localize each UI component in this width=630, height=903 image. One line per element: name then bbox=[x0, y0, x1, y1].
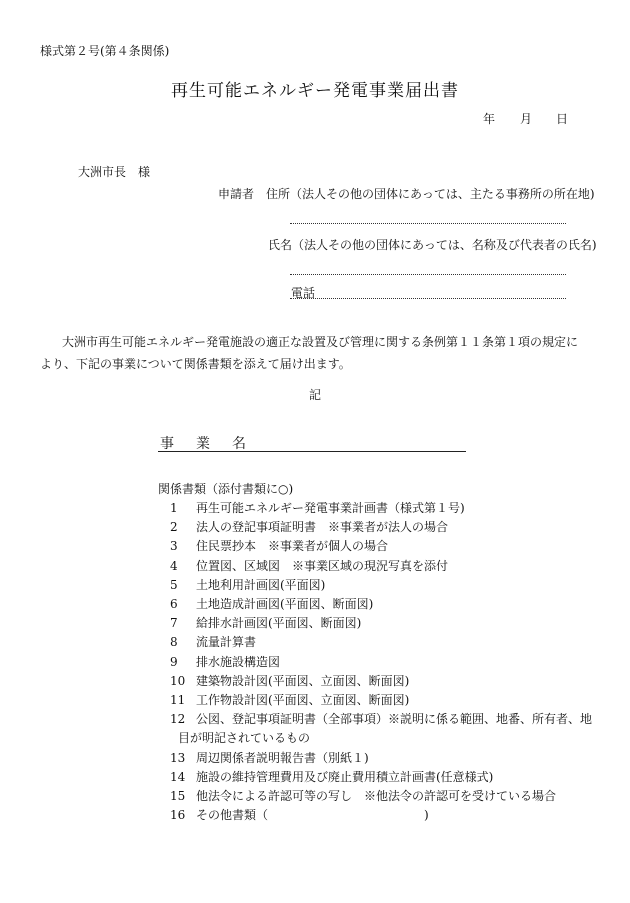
form-number: 様式第２号(第４条関係) bbox=[40, 44, 170, 58]
list-item-continuation: 目が明記されているもの bbox=[178, 731, 311, 746]
project-name-entry-line[interactable] bbox=[158, 451, 466, 452]
list-item[interactable]: 12 公図、登記事項証明書（全部事項）※説明に係る範囲、地番、所有者、地 目が明記されているもの bbox=[170, 710, 590, 748]
project-name-label: 事 業 名 bbox=[160, 436, 250, 452]
body-paragraph: 大洲市再生可能エネルギー発電施設の適正な設置及び管理に関する条例第１１条第１項の規定により、下記の事業について関係書類を添えて届け出ます。 bbox=[40, 335, 579, 371]
addressee: 大洲市長 様 bbox=[78, 165, 151, 179]
address-entry-line[interactable] bbox=[290, 223, 566, 224]
list-item[interactable]: 15 他法令による許認可等の写し ※他法令の許認可を受けている場合 bbox=[170, 789, 557, 804]
list-item[interactable]: 10 建築物設計図(平面図、立面図、断面図) bbox=[170, 673, 410, 688]
applicant-address-label: 申請者 住所（法人その他の団体にあっては、主たる事務所の所在地) bbox=[218, 187, 595, 201]
list-item[interactable]: 13 周辺関係者説明報告書（別紙１) bbox=[170, 750, 369, 765]
list-item[interactable]: 2 法人の登記事項証明書 ※事業者が法人の場合 bbox=[170, 520, 449, 535]
list-item[interactable]: 5 土地利用計画図(平面図) bbox=[170, 577, 326, 592]
list-item[interactable]: 1 再生可能エネルギー発電事業計画書（様式第１号) bbox=[170, 501, 465, 515]
name-entry-line[interactable] bbox=[290, 274, 566, 275]
list-item[interactable]: 9 排水施設構造図 bbox=[170, 654, 281, 669]
date-year-label: 年 bbox=[483, 112, 496, 126]
date-day-label: 日 bbox=[556, 112, 569, 126]
list-item[interactable]: 8 流量計算書 bbox=[170, 635, 257, 650]
documents-heading: 関係書類（添付書類に○) bbox=[158, 482, 294, 496]
telephone-entry-line[interactable] bbox=[290, 298, 566, 299]
list-item[interactable]: 4 位置図、区域図 ※事業区域の現況写真を添付 bbox=[170, 558, 449, 573]
documents-list bbox=[170, 499, 593, 825]
list-item[interactable]: 3 住民票抄本 ※事業者が個人の場合 bbox=[170, 539, 389, 554]
document-title: 再生可能エネルギー発電事業届出書 bbox=[171, 81, 459, 101]
list-item[interactable]: 16 その他書類（ ) bbox=[170, 808, 429, 823]
list-item[interactable]: 6 土地造成計画図(平面図、断面図) bbox=[170, 597, 374, 612]
date-month-label: 月 bbox=[520, 112, 533, 126]
telephone-label: 電話 bbox=[291, 286, 316, 300]
list-item[interactable]: 14 施設の維持管理費用及び廃止費用積立計画書(任意様式) bbox=[170, 769, 494, 784]
applicant-name-label: 氏名（法人その他の団体にあっては、名称及び代表者の氏名) bbox=[268, 238, 597, 252]
list-item[interactable]: 11 工作物設計図(平面図、立面図、断面図) bbox=[170, 693, 410, 708]
ki-heading: 記 bbox=[308, 388, 321, 402]
list-item[interactable]: 7 給排水計画図(平面図、断面図) bbox=[170, 616, 362, 631]
